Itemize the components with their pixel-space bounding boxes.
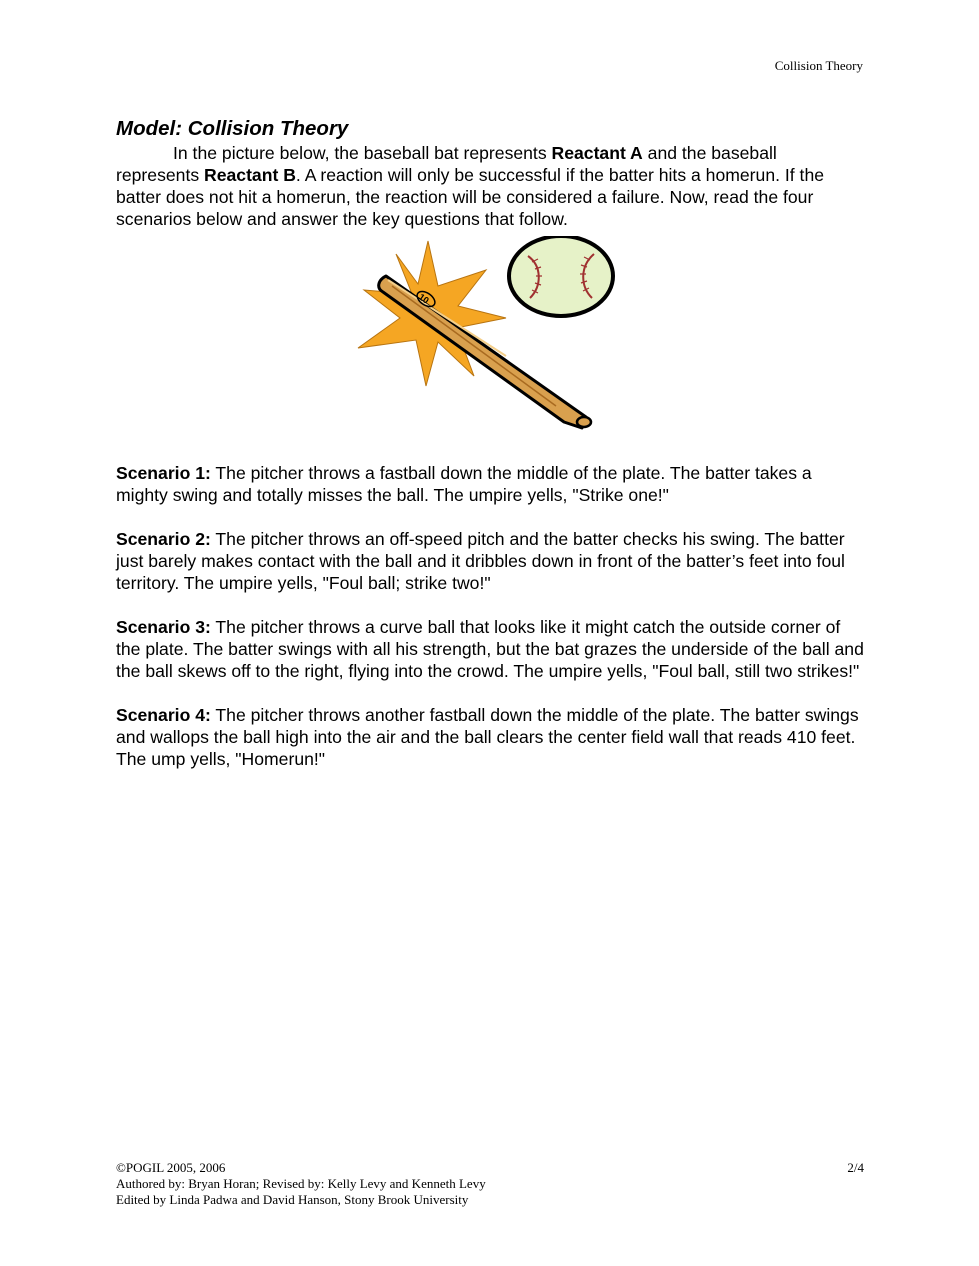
main-content bbox=[116, 116, 864, 792]
scenario-text: The pitcher throws a curve ball that looks like it might catch the outside corner of the plate. The batter swings with all his strength, but the bat grazes the underside of the ball and the ball skews off to the right, flying into the crowd. The umpire yells, "Foul ball, still two strikes!" bbox=[116, 617, 864, 681]
bat-number-label: 10 bbox=[416, 291, 431, 306]
page-number: 2/4 bbox=[847, 1160, 864, 1175]
scenario-text: The pitcher throws another fastball down the middle of the plate. The batter swings and wallops the ball high into the air and the ball clears the center field wall that reads 410 feet. The ump yells, "Homerun!" bbox=[116, 705, 859, 769]
bat-and-ball-figure bbox=[116, 236, 864, 462]
scenario-label: Scenario 1: bbox=[116, 463, 211, 483]
running-header: Collision Theory bbox=[774, 58, 863, 73]
scenario-label: Scenario 4: bbox=[116, 705, 211, 725]
intro-text-1: In the picture below, the baseball bat represents bbox=[173, 143, 552, 163]
scenario-text: The pitcher throws a fastball down the middle of the plate. The batter takes a mighty swing and totally misses the ball. The umpire yells, "Strike one!" bbox=[116, 463, 812, 505]
scenario-1 bbox=[116, 462, 864, 506]
scenario-2 bbox=[116, 528, 864, 594]
scenario-list bbox=[116, 462, 864, 770]
scenario-4 bbox=[116, 704, 864, 770]
model-title: Model: Collision Theory bbox=[116, 117, 349, 140]
scenario-text: The pitcher throws an off-speed pitch and the batter checks his swing. The batter just barely makes contact with the ball and it dribbles down in front of the batter’s feet into foul territory. The umpire yells, "Foul ball; strike two!" bbox=[116, 529, 845, 593]
intro-text-3: . A reaction will only be successful if the batter hits a homerun. If the batter does not hit a homerun, the reaction will be considered a failure. Now, read the four scenarios below and answer the key questions that follow. bbox=[116, 165, 825, 229]
bat-and-ball-illustration bbox=[356, 236, 626, 436]
reactant-b-label: Reactant B bbox=[204, 165, 296, 185]
scenario-label: Scenario 2: bbox=[116, 529, 211, 549]
scenario-label: Scenario 3: bbox=[116, 617, 211, 637]
footer-editors: Edited by Linda Padwa and David Hanson, Stony Brook University bbox=[116, 1192, 469, 1207]
scenario-3 bbox=[116, 616, 864, 682]
footer-authors: Authored by: Bryan Horan; Revised by: Kelly Levy and Kenneth Levy bbox=[116, 1176, 486, 1191]
intro-paragraph bbox=[116, 142, 864, 230]
page-footer bbox=[116, 1160, 864, 1208]
footer-copyright: ©POGIL 2005, 2006 bbox=[116, 1160, 226, 1175]
reactant-a-label: Reactant A bbox=[551, 143, 643, 163]
intro-text-2: and the baseball represents bbox=[116, 143, 777, 185]
baseball-icon bbox=[509, 236, 613, 316]
